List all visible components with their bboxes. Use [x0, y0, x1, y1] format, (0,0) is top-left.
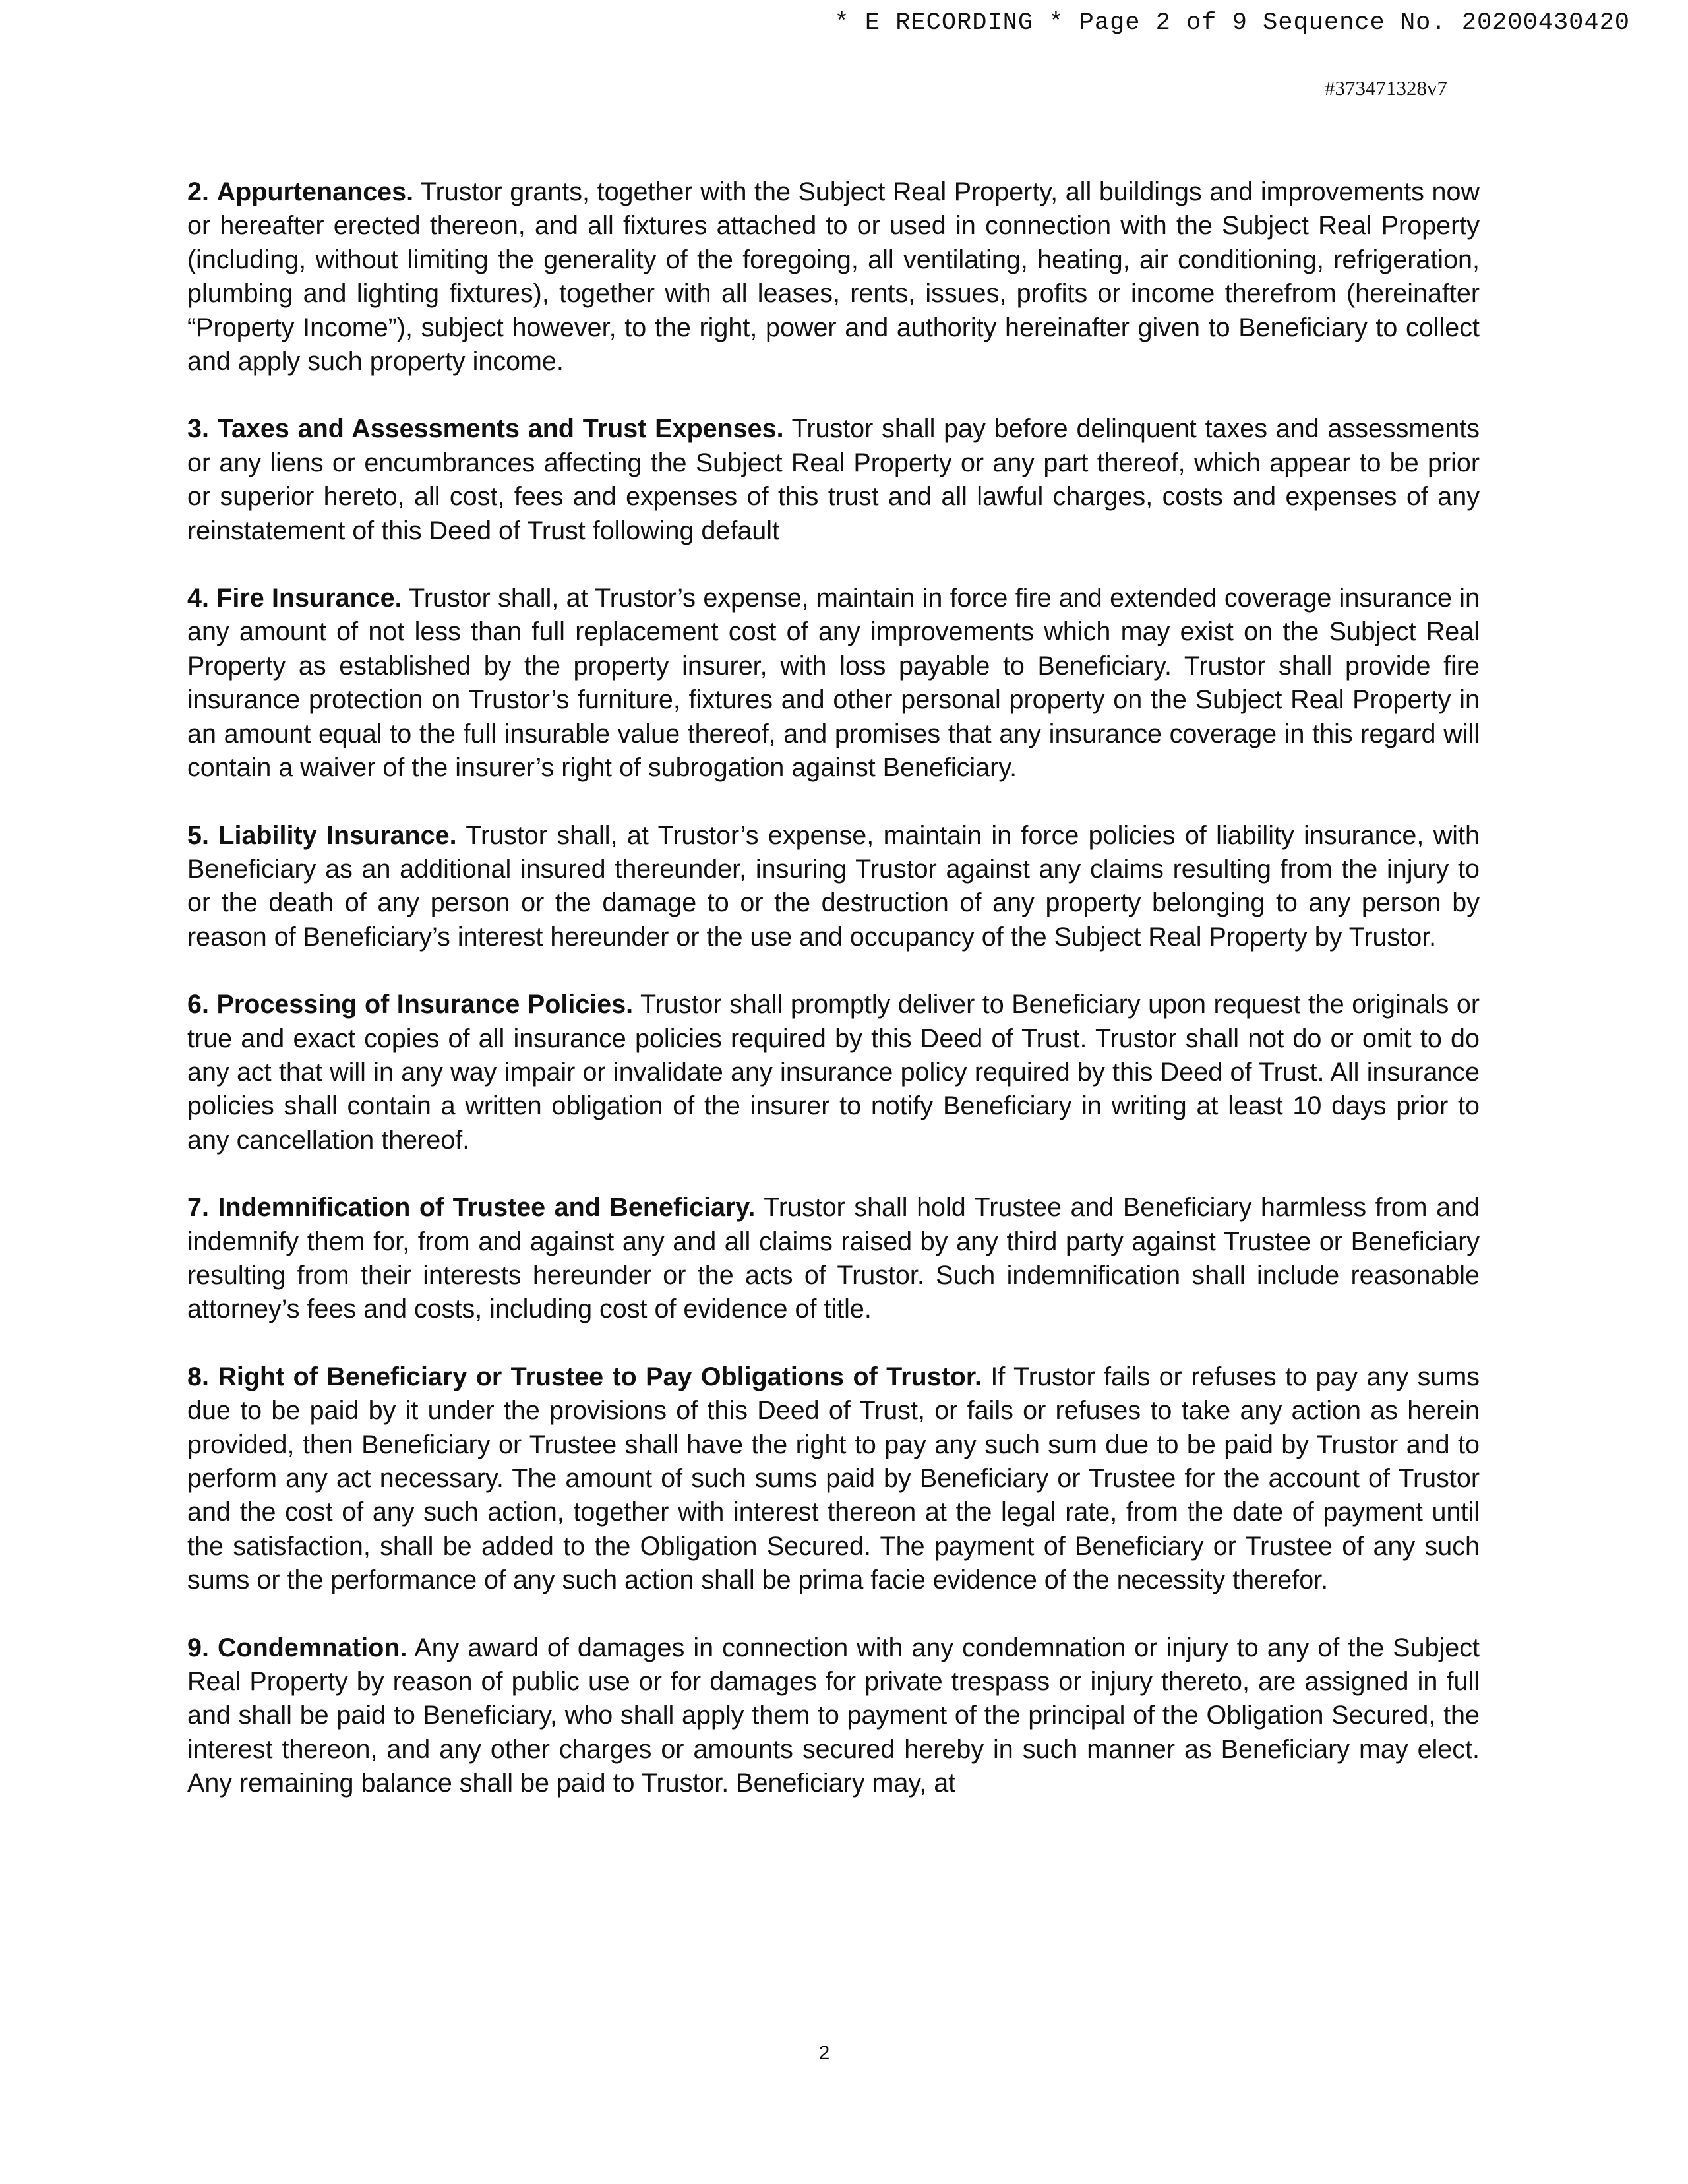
section-processing-of-insurance-policies	[187, 988, 1480, 1157]
section-number: 2.	[187, 177, 209, 206]
section-liability-insurance	[187, 819, 1480, 955]
section-text: If Trustor fails or refuses to pay any sums due to be paid by it under the provisions of this Deed of Trust, or fails or refuses to take any action as herein provided, then Beneficiary or Trustee shall have the right to pay any such sum due to be paid by Trustor and to perform any act necessary. The amount of such sums paid by Beneficiary or Trustee for the account of Trustor and the cost of any such action, together with interest thereon at the legal rate, from the date of payment until the satisfaction, shall be added to the Obligation Secured. The payment of Beneficiary or Trustee of any such sums or the performance of any such action shall be prima facie evidence of the necessity therefor.	[187, 1362, 1480, 1595]
section-number: 3.	[187, 414, 209, 444]
section-text: Any award of damages in connection with any condemnation or injury to any of the Subject Real Property by reason of public use or for damages for private trespass or injury thereto, are assigned in full and shall be paid to Beneficiary, who shall apply them to payment of the principal of the Obligation Secured, the interest thereon, and any other charges or amounts secured hereby in such manner as Beneficiary may elect. Any remaining balance shall be paid to Trustor. Beneficiary may, at	[187, 1633, 1480, 1798]
section-number: 5.	[187, 820, 209, 850]
section-appurtenances	[187, 175, 1480, 379]
section-number: 8.	[187, 1362, 209, 1391]
recording-header: * E RECORDING * Page 2 of 9 Sequence No. 20200430420	[834, 9, 1630, 37]
section-number: 7.	[187, 1193, 209, 1223]
document-body	[187, 175, 1480, 1835]
section-text: Trustor shall, at Trustor’s expense, maintain in force fire and extended coverage insurance in any amount of not less than full replacement cost of any improvements which may exist on the Subject Real Property as established by the property insurer, with loss payable to Beneficiary. Trustor shall provide fire insurance protection on Trustor’s furniture, fixtures and other personal property on the Subject Real Property in an amount equal to the full insurable value thereof, and promises that any insurance coverage in this regard will contain a waiver of the insurer’s right of subrogation against Beneficiary.	[187, 584, 1480, 783]
section-condemnation	[187, 1631, 1480, 1801]
section-heading: Appurtenances.	[216, 177, 414, 206]
section-text: Trustor shall pay before delinquent taxes and assessments or any liens or encumbrances affecting the Subject Real Property or any part thereof, which appear to be prior or superior hereto, all cost, fees and expenses of this trust and all lawful charges, costs and expenses of any reinstatement of this Deed of Trust following default	[187, 414, 1480, 545]
section-text: Trustor shall promptly deliver to Beneficiary upon request the originals or true and exact copies of all insurance policies required by this Deed of Trust. Trustor shall not do or omit to do any act that will in any way impair or invalidate any insurance policy required by this Deed of Trust. All insurance policies shall contain a written obligation of the insurer to notify Beneficiary in writing at least 10 days prior to any cancellation thereof.	[187, 990, 1480, 1155]
section-taxes-and-assessments	[187, 412, 1480, 548]
section-heading: Taxes and Assessments and Trust Expenses.	[217, 414, 784, 444]
document-id: #373471328v7	[1325, 76, 1447, 100]
section-text: Trustor shall hold Trustee and Beneficiary harmless from and indemnify them for, from and against any and all claims raised by any third party against Trustee or Beneficiary resulting from their interests hereunder or the acts of Trustor. Such indemnification shall include reasonable attorney’s fees and costs, including cost of evidence of title.	[187, 1193, 1480, 1324]
section-heading: Condemnation.	[217, 1633, 407, 1662]
section-number: 9.	[187, 1633, 209, 1662]
section-text: Trustor grants, together with the Subject Real Property, all buildings and improvements now or hereafter erected thereon, and all fixtures attached to or used in connection with the Subject Real Property (including, without limiting the generality of the foregoing, all ventilating, heating, air conditioning, refrigeration, plumbing and lighting fixtures), together with all leases, rents, issues, profits or income therefrom (hereinafter “Property Income”), subject however, to the right, power and authority hereinafter given to Beneficiary to collect and apply such property income.	[187, 177, 1480, 377]
section-heading: Fire Insurance.	[216, 584, 402, 613]
section-heading: Processing of Insurance Policies.	[216, 990, 634, 1019]
section-heading: Right of Beneficiary or Trustee to Pay Obligations of Trustor.	[218, 1362, 982, 1391]
section-number: 4.	[187, 584, 209, 613]
page-number: 2	[818, 2042, 830, 2064]
section-right-to-pay-obligations	[187, 1360, 1480, 1598]
section-number: 6.	[187, 990, 209, 1019]
section-heading: Liability Insurance.	[218, 820, 457, 850]
section-fire-insurance	[187, 582, 1480, 785]
section-indemnification	[187, 1191, 1480, 1327]
section-heading: Indemnification of Trustee and Beneficiary.	[218, 1193, 756, 1223]
section-text: Trustor shall, at Trustor’s expense, maintain in force policies of liability insurance, with Beneficiary as an additional insured thereunder, insuring Trustor against any claims resulting from the injury to or the death of any person or the damage to or the destruction of any property belonging to any person by reason of Beneficiary’s interest hereunder or the use and occupancy of the Subject Real Property by Trustor.	[187, 820, 1480, 952]
